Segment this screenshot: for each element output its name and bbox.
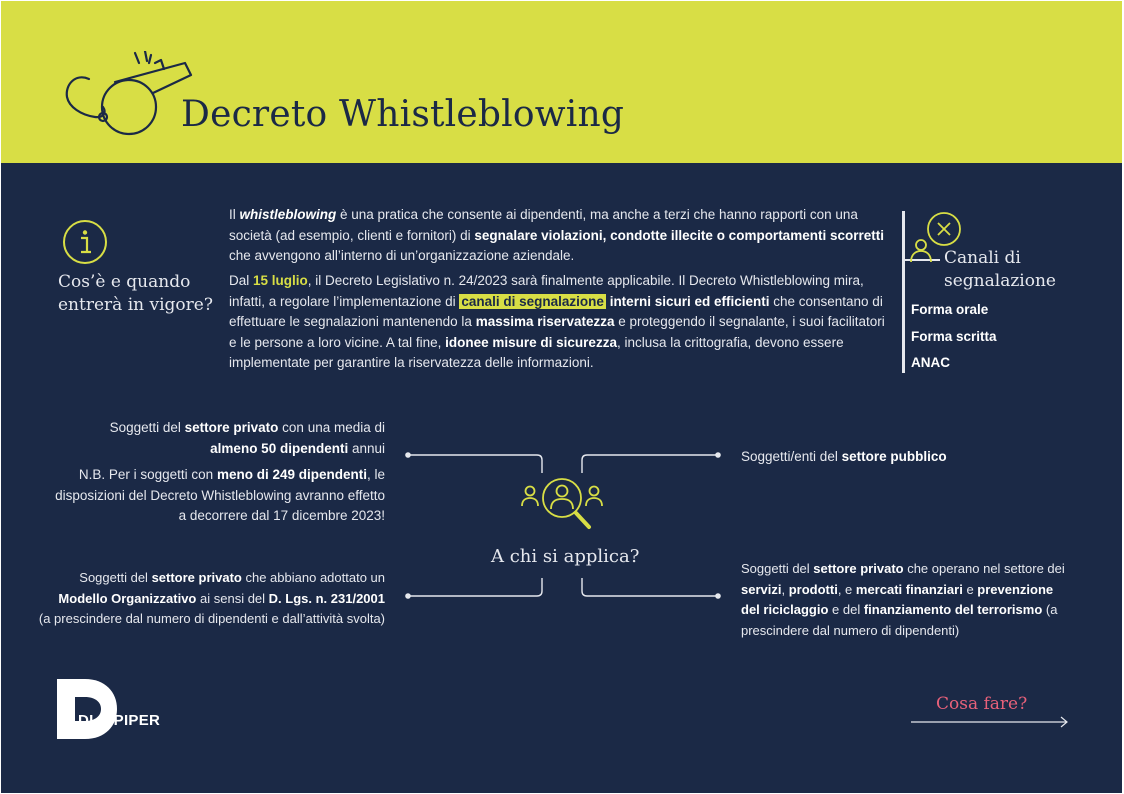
canali-heading-line2: segnalazione: [944, 271, 1056, 291]
public-sector-block: Soggetti/enti del settore pubblico: [741, 449, 947, 464]
model-231-block: Soggetti del settore privato che abbiano adottato un Modello Organizzativo ai sensi del D. Lgs. n. 231/2001 (a prescindere dal numero di dipendenti e dall’attività svolta): [38, 570, 385, 626]
infographic-page: [1, 1, 1122, 793]
dla-logo-text: DLA PIPER: [78, 712, 161, 729]
canali-item-anac: ANAC: [911, 355, 950, 370]
financial-sector-block: Soggetti del settore privato che operano nel settore dei servizi, prodotti, e mercati finanziari e prevenzione del riciclaggio e del finanziamento del terrorismo (a prescindere dal numero di dipendenti): [741, 561, 1065, 638]
intro-paragraph: Il whistleblowing è una pratica che consente ai dipendenti, ma anche a terzi che hanno rapporti con una società (ad esempio, clienti e fornitori) di segnalare violazioni, condotte illecite o comportamenti scorretti che avvengono all’interno di un’organizzazione aziendale.: [229, 207, 884, 263]
canali-divider: [902, 211, 905, 373]
page-title: Decreto Whistleblowing: [181, 94, 625, 135]
canali-heading-line1: Canali di: [944, 248, 1021, 268]
people-search-icon: [522, 479, 602, 527]
canali-heading: [944, 247, 1056, 293]
info-heading-line2: entrerà in vigore?: [58, 295, 213, 315]
canali-item-orale: Forma orale: [911, 302, 989, 317]
info-heading-line1: Cos’è e quando: [58, 272, 191, 292]
dla-logo-icon: [57, 679, 117, 739]
canali-item-scritta: Forma scritta: [911, 329, 997, 344]
decree-paragraph: Dal 15 luglio, il Decreto Legislativo n. 24/2023 sarà finalmente applicabile. Il Decreto Whistleblowing mira, infatti, a regolare l’implementazione di canali di segnalazione interni sicuri ed efficienti che consentano di effettuare le segnalazioni mantenendo la massima riservatezza e proteggendo il segnalante, i suoi facilitatori e le persone a loro vicine. A tal fine, idonee misure di sicurezza, inclusa la crittografia, devono essere implementate per garantire la riservatezza delle informazioni.: [229, 273, 885, 370]
cosa-fare-link[interactable]: Cosa fare?: [936, 694, 1028, 714]
applica-heading: A chi si applica?: [491, 546, 640, 567]
highlight-canali: canali di segnalazione: [461, 293, 604, 309]
whistle-icon: [63, 51, 193, 141]
applica-connectors: [401, 441, 726, 606]
header-band: [1, 1, 1122, 163]
info-heading: [58, 271, 228, 317]
private-50-block: Soggetti del settore privato con una media di almeno 50 dipendenti annui N.B. Per i soggetti con meno di 249 dipendenti, le disposizioni del Decreto Whistleblowing avranno effetto a decorrere dal 17 dicembre 2023!: [55, 420, 385, 523]
info-icon: [62, 219, 108, 265]
arrow-right-icon[interactable]: [911, 715, 1071, 729]
